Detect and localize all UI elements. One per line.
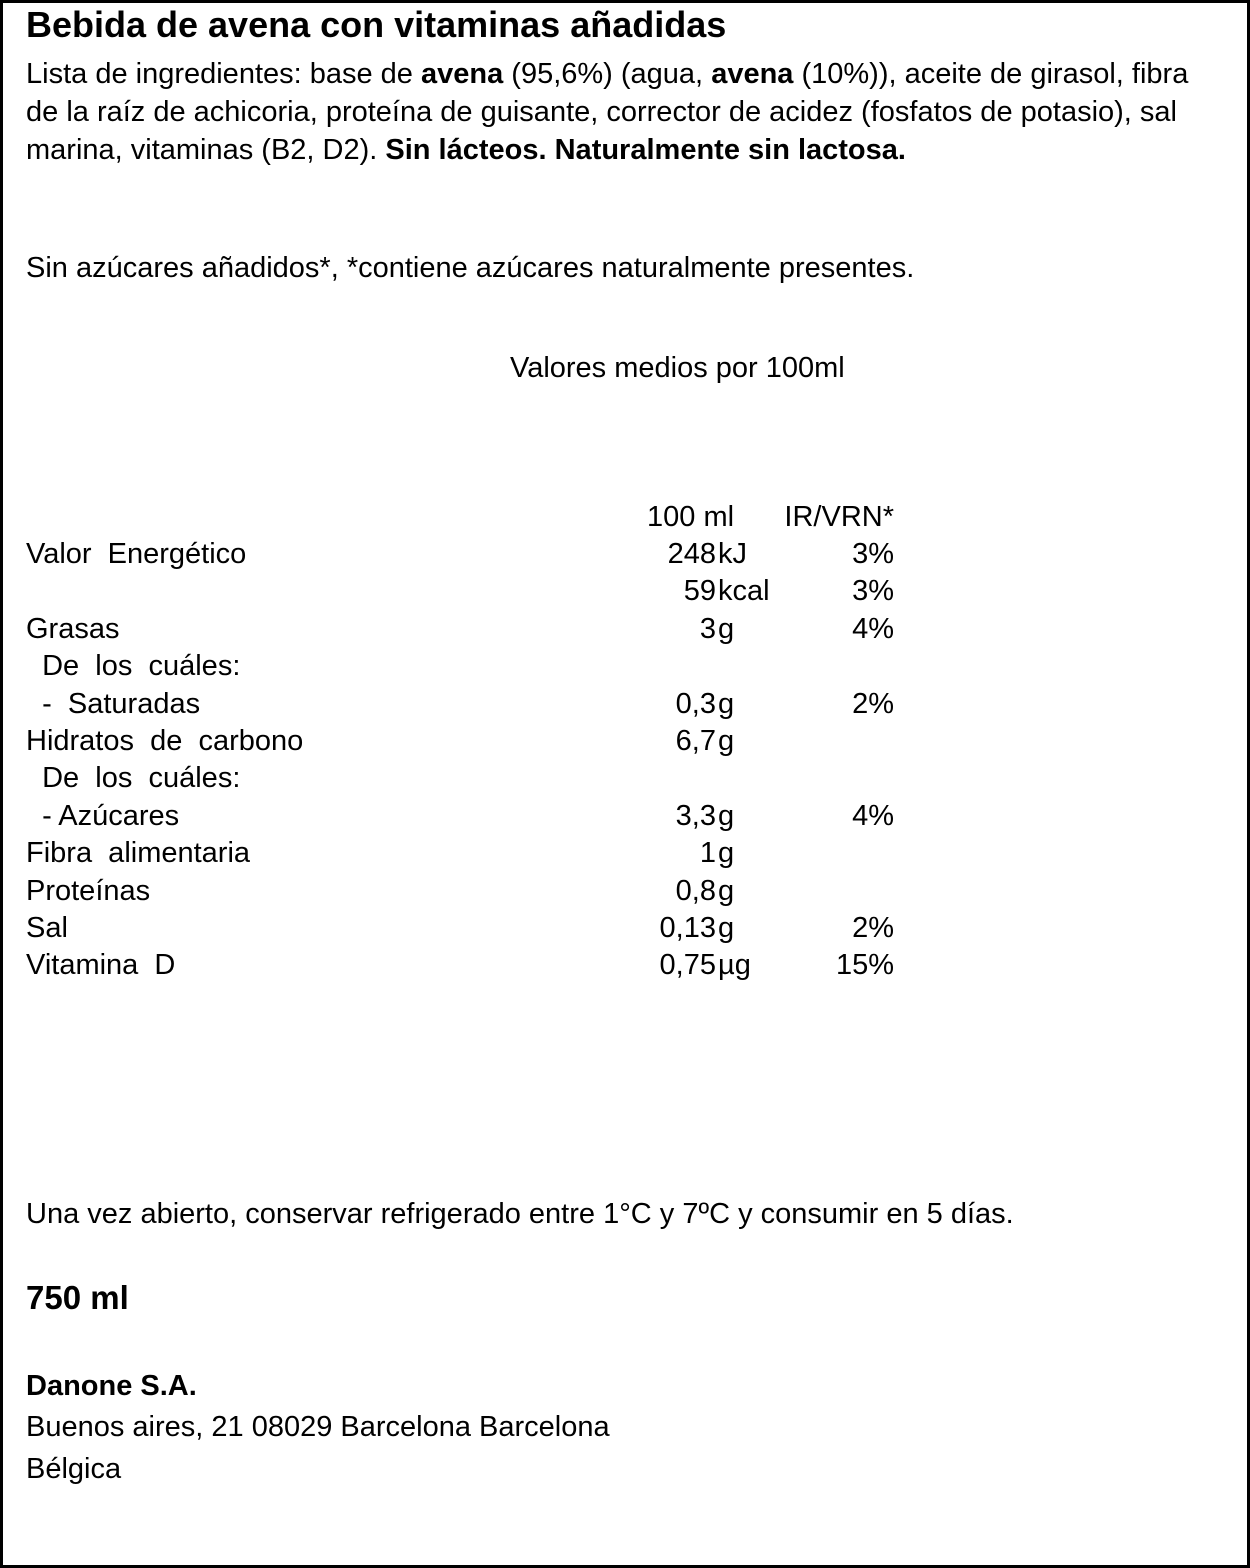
nutrient-label: - Saturadas (26, 687, 201, 720)
nutrient-unit: g (718, 725, 735, 757)
storage-instructions: Una vez abierto, conservar refrigerado entre 1°C y 7ºC y consumir en 5 días. (26, 1198, 1014, 1230)
nutrition-row (0, 648, 1250, 684)
column-reference-header: IR/VRN* (784, 501, 894, 533)
sugar-note: Sin azúcares añadidos*, *contiene azúcares naturalmente presentes. (26, 252, 915, 284)
nutrient-value: 6,7 (675, 725, 716, 757)
company-address: Buenos aires, 21 08029 Barcelona Barcelona (26, 1411, 610, 1443)
nutrient-label: Hidratos de carbono (26, 725, 304, 757)
nutrition-row (0, 686, 1250, 722)
nutrient-value: 0,8 (675, 874, 716, 907)
nutrient-label: Fibra alimentaria (26, 837, 251, 870)
product-title: Bebida de avena con vitaminas añadidas (26, 4, 727, 45)
ingredient-text: Lista de ingredientes: base de (26, 58, 421, 90)
ingredient-highlight: Sin lácteos. Naturalmente sin lactosa. (385, 134, 906, 166)
nutrient-reference-percent: 3% (852, 538, 894, 570)
nutrient-label: De los cuáles: (26, 650, 241, 683)
nutrient-value: 0,75 (659, 949, 716, 982)
nutrient-label: De los cuáles: (26, 762, 241, 795)
column-amount-header: 100 ml (647, 501, 735, 533)
nutrient-unit: g (718, 837, 735, 870)
nutrient-reference-percent: 15% (835, 949, 894, 982)
nutrition-row (0, 835, 1250, 871)
nutrient-reference-percent: 2% (852, 912, 894, 944)
nutrition-row (0, 536, 1250, 572)
nutrient-value: 0,3 (675, 687, 716, 720)
nutrition-row (0, 573, 1250, 609)
nutrient-reference-percent: 3% (852, 575, 894, 608)
nutrition-row (0, 798, 1250, 834)
company-country: Bélgica (26, 1453, 122, 1485)
nutrient-reference-percent: 2% (852, 687, 894, 720)
nutrient-value: 248 (667, 538, 716, 570)
nutrient-unit: kJ (718, 538, 747, 570)
nutrient-unit: g (718, 874, 735, 907)
nutrition-row (0, 947, 1250, 983)
nutrient-reference-percent: 4% (852, 799, 894, 832)
nutrient-label: - Azúcares (26, 799, 180, 832)
nutrition-row (0, 611, 1250, 647)
ingredients-list (26, 55, 1216, 169)
nutrient-unit: g (718, 612, 735, 645)
nutrient-value: 3,3 (675, 799, 716, 832)
nutrition-row (0, 723, 1250, 759)
nutrient-unit: kcal (718, 575, 770, 608)
nutrient-unit: g (718, 799, 735, 832)
net-volume: 750 ml (26, 1279, 129, 1316)
nutrition-heading: Valores medios por 100ml (510, 352, 845, 384)
ingredient-text: (95,6%) (agua, (503, 58, 712, 90)
nutrient-unit: µg (718, 949, 751, 982)
nutrient-label: Proteínas (26, 874, 151, 907)
nutrition-row (0, 873, 1250, 909)
nutrition-header-row (0, 499, 1250, 535)
nutrient-unit: g (718, 912, 735, 944)
company-name: Danone S.A. (26, 1370, 197, 1402)
nutrient-unit: g (718, 687, 735, 720)
nutrient-label: Valor Energético (26, 538, 247, 570)
nutrition-row (0, 910, 1250, 946)
ingredient-text: (10%)), aceite de girasol, fibra de la raíz de achicoria, proteína de guisante, corrector de acidez (fosfatos de potasio), sal marina, vitaminas (B2, D2). (26, 58, 1189, 166)
nutrient-value: 1 (699, 837, 716, 870)
ingredient-highlight: avena (711, 58, 794, 90)
nutrient-reference-percent: 4% (852, 612, 894, 645)
nutrient-label: Vitamina D (26, 949, 176, 982)
nutrient-value: 0,13 (659, 912, 716, 944)
nutrition-row (0, 760, 1250, 796)
nutrient-value: 3 (699, 612, 716, 645)
nutrient-value: 59 (683, 575, 716, 608)
ingredient-highlight: avena (421, 58, 504, 90)
nutrient-label: Sal (26, 912, 68, 944)
nutrient-label: Grasas (26, 612, 120, 645)
